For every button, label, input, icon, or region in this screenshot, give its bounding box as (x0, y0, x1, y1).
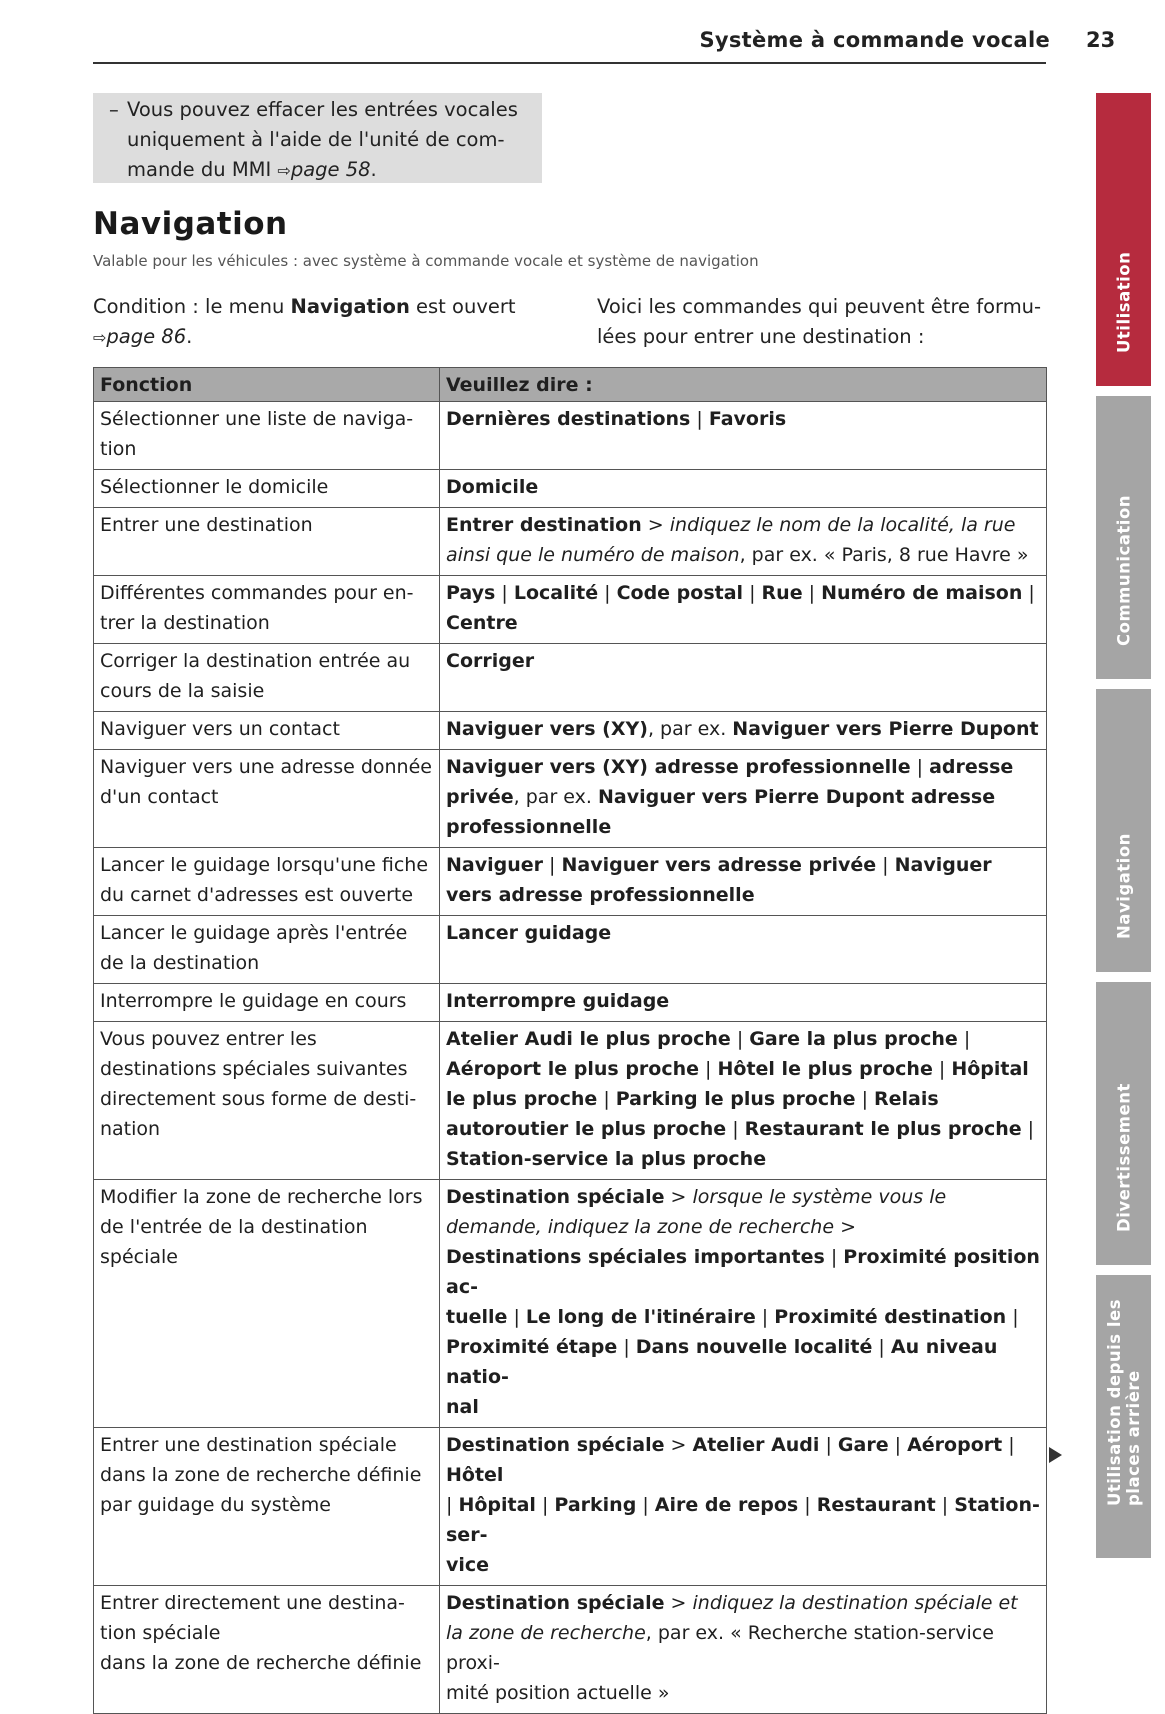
side-tab-navigation[interactable] (1096, 689, 1151, 972)
page-reference-link[interactable]: page 86 (106, 325, 187, 348)
validity-note: Valable pour les véhicules : avec système à commande vocale et système de navigation (93, 252, 759, 270)
table-row (94, 1022, 1047, 1180)
table-row (94, 848, 1047, 916)
table-row (94, 1586, 1047, 1714)
reference-arrow-icon: ⇨ (277, 161, 291, 180)
reference-arrow-icon: ⇨ (93, 328, 107, 347)
command-cell: Dernières destinations | Favoris (440, 402, 1047, 470)
command-cell: Domicile (440, 470, 1047, 508)
function-cell: Interrompre le guidage en cours (94, 984, 440, 1022)
function-cell: Vous pouvez entrer les destinations spéciales suivantes directement sous forme de desti- nation (94, 1022, 440, 1180)
command-cell: Lancer guidage (440, 916, 1047, 984)
condition-text (93, 292, 533, 353)
function-cell: Naviguer vers une adresse donnée d'un contact (94, 750, 440, 848)
table-row (94, 470, 1047, 508)
table-row (94, 1180, 1047, 1428)
function-cell: Sélectionner le domicile (94, 470, 440, 508)
note-end: . (370, 158, 377, 181)
note-line-1 (109, 95, 528, 125)
header-rule (93, 62, 1046, 64)
table-row (94, 750, 1047, 848)
side-tab-label: Communication (1114, 494, 1133, 646)
table-header-row (94, 368, 1047, 402)
command-cell: Destination spéciale > lorsque le système vous le demande, indiquez la zone de recherche > Destinations spéciales importantes | Proximité position ac- tuelle | Le long de l'itinéraire | Proximité destination | Proximité étape | Dans nouvelle localité | Au niveau natio- nal (440, 1180, 1047, 1428)
side-tab-divertissement[interactable] (1096, 982, 1151, 1265)
running-header-title: Système à commande vocale (699, 28, 1050, 52)
note-line-3 (109, 155, 528, 186)
voice-command-table (93, 367, 1047, 1714)
note-dash: – (109, 98, 119, 121)
side-tab-rear-seat[interactable] (1096, 1275, 1151, 1558)
page-number: 23 (1086, 28, 1116, 52)
table-row (94, 712, 1047, 750)
command-cell: Corriger (440, 644, 1047, 712)
function-cell: Corriger la destination entrée au cours de la saisie (94, 644, 440, 712)
note-box (93, 93, 542, 183)
table-row (94, 916, 1047, 984)
function-cell: Lancer le guidage après l'entrée de la destination (94, 916, 440, 984)
table-row (94, 576, 1047, 644)
function-cell: Entrer une destination (94, 508, 440, 576)
command-cell: Entrer destination > indiquez le nom de la localité, la rue ainsi que le numéro de maison, par ex. « Paris, 8 rue Havre » (440, 508, 1047, 576)
table-row (94, 984, 1047, 1022)
page-reference-link[interactable]: page 58 (290, 158, 371, 181)
function-cell: Entrer une destination spéciale dans la zone de recherche définie par guidage du système (94, 1428, 440, 1586)
condition-menu-name: Navigation (290, 295, 410, 318)
condition-suffix: est ouvert (409, 295, 516, 318)
table-row (94, 1428, 1047, 1586)
command-cell: Interrompre guidage (440, 984, 1047, 1022)
function-cell: Sélectionner une liste de naviga- tion (94, 402, 440, 470)
column-header-say: Veuillez dire : (440, 368, 1047, 402)
side-tab-label: Divertissement (1114, 1083, 1133, 1232)
intro-line-2: lées pour entrer une destination : (597, 325, 925, 348)
note-text-3: mande du MMI (127, 158, 278, 181)
table-row (94, 508, 1047, 576)
column-header-function: Fonction (94, 368, 440, 402)
note-text-1: Vous pouvez effacer les entrées vocales (127, 98, 518, 121)
condition-prefix: Condition : le menu (93, 295, 291, 318)
function-cell: Entrer directement une destina- tion spéciale dans la zone de recherche définie (94, 1586, 440, 1714)
table-row (94, 402, 1047, 470)
function-cell: Lancer le guidage lorsqu'une fiche du carnet d'adresses est ouverte (94, 848, 440, 916)
condition-end: . (186, 325, 193, 348)
side-tab-label: Utilisation (1114, 251, 1133, 353)
note-line-2: uniquement à l'aide de l'unité de com- (127, 128, 505, 151)
continue-triangle-icon (1049, 1447, 1062, 1463)
intro-text (597, 292, 1047, 352)
intro-line-1: Voici les commandes qui peuvent être formu- (597, 295, 1042, 318)
side-tab-label: Utilisation depuis les places arrière (1104, 1298, 1143, 1506)
function-cell: Modifier la zone de recherche lors de l'entrée de la destination spéciale (94, 1180, 440, 1428)
command-cell: Naviguer vers (XY) adresse professionnelle | adresse privée, par ex. Naviguer vers Pierre Dupont adresse professionnelle (440, 750, 1047, 848)
command-cell: Destination spéciale > indiquez la destination spéciale et la zone de recherche, par ex. « Recherche station-service proxi- mité position actuelle » (440, 1586, 1047, 1714)
side-tab-communication[interactable] (1096, 396, 1151, 679)
table-row (94, 644, 1047, 712)
command-cell: Atelier Audi le plus proche | Gare la plus proche | Aéroport le plus proche | Hôtel le plus proche | Hôpital le plus proche | Parking le plus proche | Relais autoroutier le plus proche | Restaurant le plus proche | Station-service la plus proche (440, 1022, 1047, 1180)
side-tab-utilisation[interactable] (1096, 93, 1151, 386)
function-cell: Naviguer vers un contact (94, 712, 440, 750)
side-tab-label: Navigation (1114, 833, 1133, 939)
command-cell: Pays | Localité | Code postal | Rue | Numéro de maison | Centre (440, 576, 1047, 644)
command-cell: Destination spéciale > Atelier Audi | Gare | Aéroport | Hôtel | Hôpital | Parking | Aire de repos | Restaurant | Station-ser- vice (440, 1428, 1047, 1586)
command-cell: Naviguer vers (XY), par ex. Naviguer vers Pierre Dupont (440, 712, 1047, 750)
section-title: Navigation (93, 206, 288, 242)
command-cell: Naviguer | Naviguer vers adresse privée | Naviguer vers adresse professionnelle (440, 848, 1047, 916)
function-cell: Différentes commandes pour en- trer la destination (94, 576, 440, 644)
